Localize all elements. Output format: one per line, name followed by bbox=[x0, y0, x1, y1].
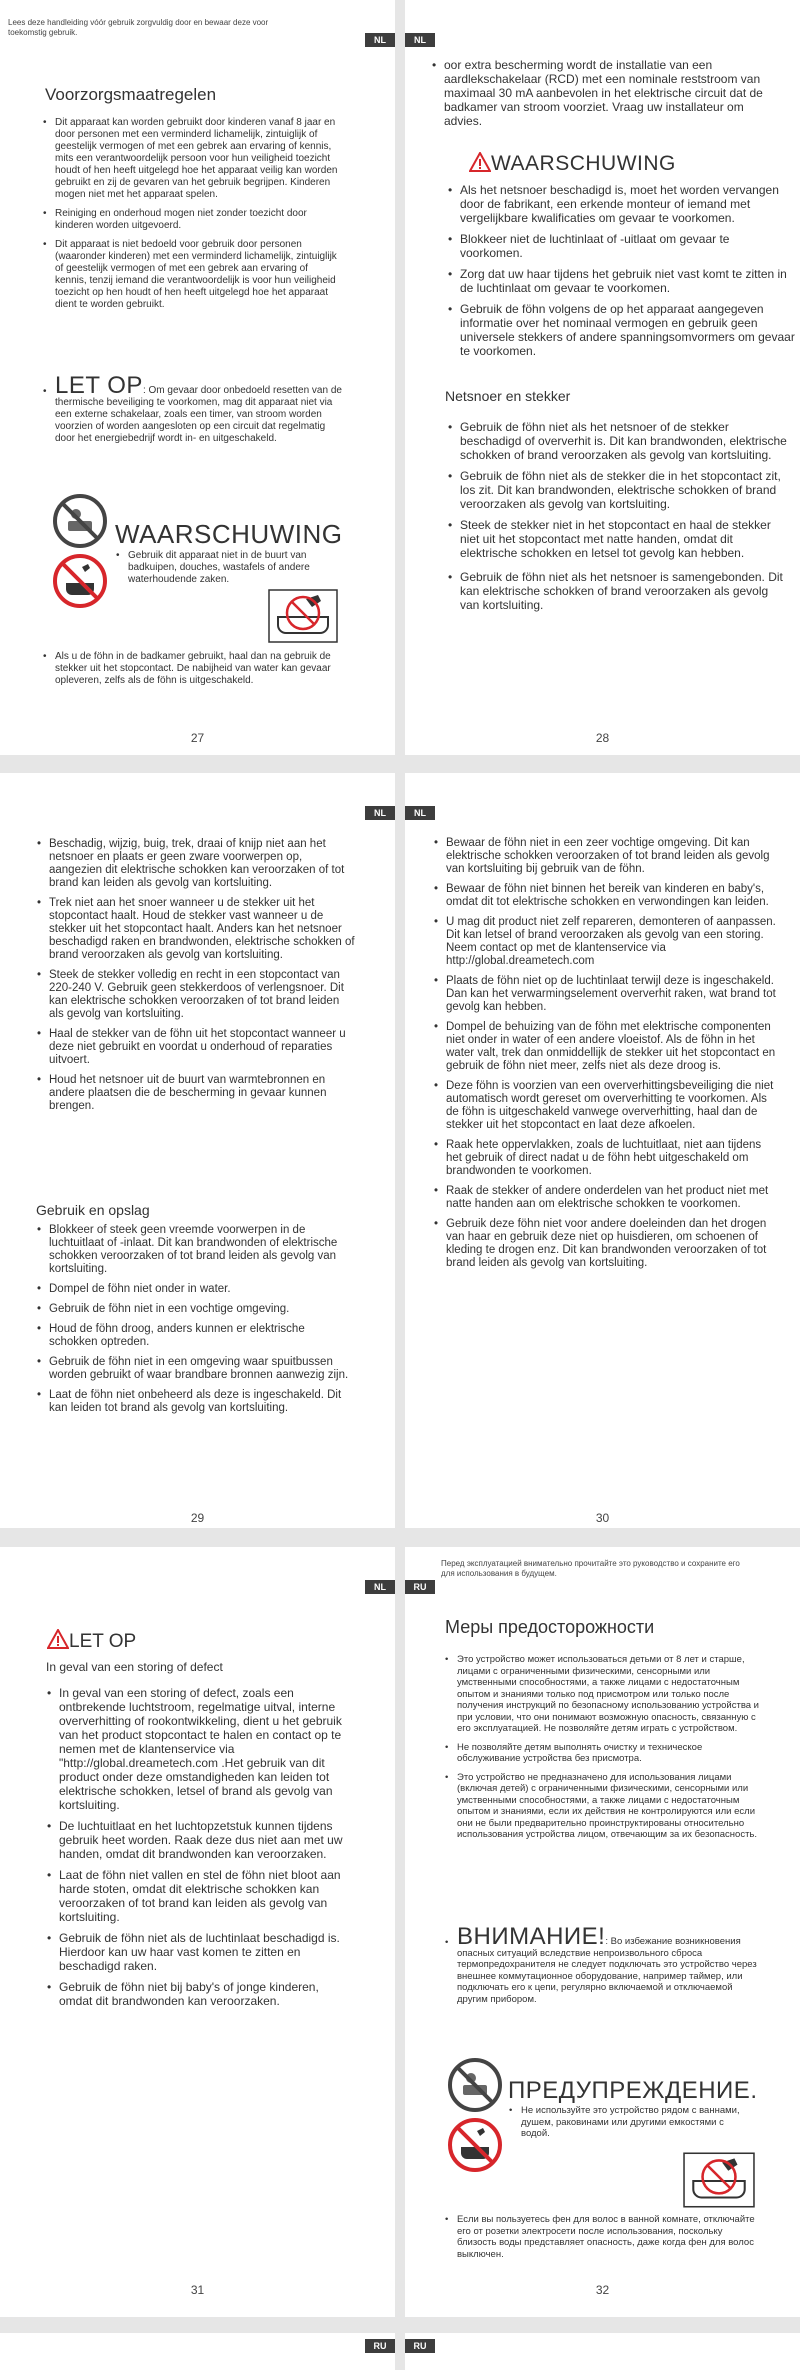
bathroom-list bbox=[42, 651, 342, 694]
list-item: • In geval van een storing of defect, zoals een ontbrekende luchtstroom, regelmatige uitval, interne oververhitting of rookontwikkeling, dient u het gebruik van het product stopcontact te halen en contact op te nemen met de klantenservice via "http://global.dreametech.com .Het gebruik van dit product onder deze omstandigheden kan leiden tot elektrische schokken, letsel of brand als gevolg van kortsluiting. bbox=[46, 1686, 351, 1812]
list-item: • Houd de föhn droog, anders kunnen er elektrische schokken optreden. bbox=[36, 1323, 356, 1349]
cord-list bbox=[447, 420, 787, 619]
list-item: • U mag dit product niet zelf repareren, demonteren of aanpassen. Dit kan letsel of brand veroorzaken als gevolg van een storing. Neem contact op met de klantenservice via http://global.dreametech.com bbox=[433, 916, 778, 968]
list-item: • Plaats de föhn niet op de luchtinlaat terwijl deze is ingeschakeld. Dan kan het verwarmingselement oververhit raken, wat brand tot gevolg kan hebben. bbox=[433, 975, 778, 1014]
list-item: • Gebruik dit apparaat niet in de buurt van badkuipen, douches, wastafels of andere waterhoudende zaken. bbox=[115, 550, 330, 586]
page-number: 28 bbox=[595, 731, 610, 745]
language-tag: RU bbox=[365, 2339, 395, 2353]
warning-block bbox=[508, 2077, 788, 2147]
intro-note: Lees deze handleiding vóór gebruik zorgvuldig door en bewaar deze voor toekomstig gebruik. bbox=[8, 18, 269, 37]
page-number: 29 bbox=[190, 1511, 205, 1525]
list-item: • Gebruik de föhn niet als de stekker die in het stopcontact zit, los zit. Dit kan brandwonden, elektrische schokken of brand veroorzaken als gevolg van kortsluiting. bbox=[447, 469, 787, 511]
no-bath-icon bbox=[268, 589, 338, 643]
list-item: • Zorg dat uw haar tijdens het gebruik niet vast komt te zitten in de luchtinlaat om gevaar te voorkomen. bbox=[447, 267, 795, 295]
list-item: • Laat de föhn niet onbeheerd als deze is ingeschakeld. Dit kan leiden tot brand als gevolg van kortsluiting. bbox=[36, 1389, 356, 1415]
page-34-partial bbox=[405, 2333, 800, 2370]
list-item: • Dompel de behuizing van de föhn met elektrische componenten niet onder in water of een andere vloeistof. Als de föhn in het water valt, trek dan onmiddellijk de stekker uit het stopcontact en gebruik de föhn niet meer, zelfs niet als deze droog is. bbox=[433, 1021, 778, 1073]
list-item: • Не используйте это устройство рядом с ваннами, душем, раковинами или другими емкостями с водой. bbox=[508, 2105, 753, 2140]
list-item: • Als u de föhn in de badkamer gebruikt, haal dan na gebruik de stekker uit het stopcontact. De nabijheid van water kan gevaar opleveren, zelfs als de föhn is uitgeschakeld. bbox=[42, 651, 342, 687]
language-tag: NL bbox=[405, 33, 435, 47]
page-29 bbox=[0, 773, 395, 1528]
subheading: In geval van een storing of defect bbox=[46, 1660, 223, 1674]
precautions-list bbox=[42, 117, 342, 318]
section-heading: Gebruik en opslag bbox=[36, 1202, 150, 1218]
page-number: 32 bbox=[595, 2283, 610, 2297]
malfunction-list bbox=[46, 1686, 351, 2015]
no-bath-icon bbox=[683, 2152, 755, 2208]
page-number: 30 bbox=[595, 1511, 610, 1525]
list-item: • Raak hete oppervlakken, zoals de luchtuitlaat, niet aan tijdens het gebruik of direct nadat u de föhn hebt uitgeschakeld om brandwonden te voorkomen. bbox=[433, 1139, 778, 1178]
list-item: • Houd het netsnoer uit de buurt van warmtebronnen en andere plaatsen die de bescherming in gevaar kunnen brengen. bbox=[36, 1074, 356, 1113]
language-tag: RU bbox=[405, 1580, 435, 1594]
list-item: • Haal de stekker van de föhn uit het stopcontact wanneer u deze niet gebruikt en voordat u onderhoud of reparaties uitvoert. bbox=[36, 1028, 356, 1067]
list-item: • Laat de föhn niet vallen en stel de föhn niet bloot aan harde stoten, omdat dit elektrische schokken kan veroorzaken of tot brand kan leiden als gevolg van kortsluiting. bbox=[46, 1868, 351, 1924]
no-child-icon bbox=[447, 2057, 503, 2113]
list-item: • Bewaar de föhn niet binnen het bereik van kinderen en baby's, omdat dit tot elektrische schokken en verwondingen kan leiden. bbox=[433, 883, 778, 909]
caution-heading: LET OP bbox=[55, 372, 143, 399]
list-item: • Steek de stekker niet in het stopcontact en haal de stekker niet uit het stopcontact met natte handen, omdat dit elektrische schokken en letsel tot gevolg kan hebben. bbox=[447, 518, 787, 560]
page-31 bbox=[0, 1547, 395, 2317]
caution-heading: LET OP bbox=[69, 1631, 137, 1652]
list-item: • Beschadig, wijzig, buig, trek, draai of knijp niet aan het netsnoer en plaats er geen zware voorwerpen op, aangezien dit elektrische schokken kan veroorzaken of tot brand kan leiden als gevolg van kortsluiting. bbox=[36, 838, 356, 890]
list-item: • Gebruik deze föhn niet voor andere doeleinden dan het drogen van haar en gebruik deze niet op huisdieren, om schoenen of kleding te drogen enz. Dit kan brandwonden veroorzaken of tot brand leiden als gevolg van kortsluiting. bbox=[433, 1218, 778, 1270]
rcd-list bbox=[431, 58, 781, 135]
list-item: • Steek de stekker volledig en recht in een stopcontact van 220-240 V. Gebruik geen stekkerdoos of verlengsnoer. Dit kan elektrische schokken veroorzaken of tot brand leiden als gevolg van kortsluiting. bbox=[36, 969, 356, 1021]
no-child-icon bbox=[52, 493, 108, 549]
caution-heading: ВНИМАНИЕ! bbox=[457, 1923, 606, 1950]
caution-text: : Во избежание возникновения опасных ситуаций вследствие непроизвольного сброса термопредохранителя не следует подключать это устройство через внешнее коммутационное оборудование, например таймер, или подключать его к цепи, регулярно включаемой и отключаемой другим прибором. bbox=[457, 1936, 757, 2005]
bathroom-list bbox=[444, 2214, 762, 2267]
list-item: • Gebruik de föhn niet in een vochtige omgeving. bbox=[36, 1303, 356, 1316]
list-item: • Trek niet aan het snoer wanneer u de stekker uit het stopcontact haalt. Houd de stekker vast wanneer u de stekker uit het stopcontact haalt. Anders kan het netsnoer beschadigd raken en brandwonden, elektrische schokken of brand veroorzaken als gevolg van kortsluiting. bbox=[36, 897, 356, 962]
warning-triangle-icon bbox=[469, 152, 491, 172]
list-item: • Als het netsnoer beschadigd is, moet het worden vervangen door de fabrikant, een erkende monteur of iemand met vergelijkbare kwalificaties om gevaar te voorkomen. bbox=[447, 183, 795, 225]
page-title: Меры предосторожности bbox=[445, 1617, 655, 1637]
list-item: • Это устройство не предназначено для использования лицами (включая детей) с ограниченными физическими, сенсорными или умственными способностями, а также лицами с недостаточным опытом и знаниями, если их действия не контролируются или если они не были предварительно проинструктированы относительно использования устройства лицом, отвечающим за их безопасность. bbox=[444, 1772, 762, 1841]
section-heading: Netsnoer en stekker bbox=[445, 388, 571, 404]
usage-list bbox=[36, 1224, 356, 1422]
list-item: • Gebruik de föhn niet als het netsnoer is samengebonden. Dit kan elektrische schokken of brand veroorzaken als gevolg van kortsluiting. bbox=[447, 570, 787, 612]
caution-text: : Om gevaar door onbedoeld resetten van de thermische beveiliging te voorkomen, mag dit apparaat niet via een externe schakelaar, zoals een timer, van stroom worden voorzien of worden aangesloten op een circuit dat regelmatig door het energiebedrijf wordt in- en uitgeschakeld. bbox=[55, 385, 342, 444]
no-water-icon bbox=[52, 553, 108, 609]
page-number: 27 bbox=[190, 731, 205, 745]
page-32 bbox=[405, 1547, 800, 2317]
caution-block: • ВНИМАНИЕ!: Во избежание возникновения опасных ситуаций вследствие непроизвольного сброса термопредохранителя не следует подключать это устройство через внешнее коммутационное оборудование, например таймер, или подключать его к цепи, регулярно включаемой и отключаемой другим прибором. bbox=[445, 1923, 757, 2005]
page-number: 31 bbox=[190, 2283, 205, 2297]
storage-list bbox=[433, 837, 778, 1277]
list-item: • Dompel de föhn niet onder in water. bbox=[36, 1283, 356, 1296]
no-water-icon bbox=[447, 2117, 503, 2173]
list-item: • Dit apparaat is niet bedoeld voor gebruik door personen (waaronder kinderen) met een verminderd lichamelijk, zintuiglijk of geestelijk vermogen of met een gebrek aan ervaring of kennis, tenzij iemand die verantwoordelijk is voor hun veiligheid toezicht op hen houdt of hen heeft uitgelegd hoe het apparaat dient te worden gebruikt. bbox=[42, 239, 342, 311]
list-item: • Gebruik de föhn niet als het netsnoer of de stekker beschadigd of oververhit is. Dit kan brandwonden, elektrische schokken of brand veroorzaken als gevolg van kortsluiting. bbox=[447, 420, 787, 462]
list-item: • Deze föhn is voorzien van een oververhittingsbeveiliging die niet automatisch wordt gereset om oververhitting te voorkomen. Als de föhn is uitgeschakeld vanwege oververhitting, haal dan de stekker uit het stopcontact en laat deze afkoelen. bbox=[433, 1080, 778, 1132]
warning-block bbox=[115, 519, 365, 593]
warning-heading: ПРЕДУПРЕЖДЕНИЕ. bbox=[508, 2077, 758, 2104]
list-item: • Это устройство может использоваться детьми от 8 лет и старше, лицами с ограниченными физическими, сенсорными или умственными способностями, а также лицами с недостаточным опытом и знаниями только под присмотром или только после получения инструкций по безопасному использованию устройства и при условии, что они понимают возможную опасность, связанную с его эксплуатацией. Не позволяйте детям играть с устройством. bbox=[444, 1654, 762, 1735]
page-28 bbox=[405, 0, 800, 755]
caution-heading-row bbox=[47, 1629, 136, 1653]
language-tag: NL bbox=[365, 1580, 395, 1594]
list-item: • Если вы пользуетесь фен для волос в ванной комнате, отключайте его от розетки электросети после использования, поскольку близость воды представляет опасность, даже когда фен для волос выключен. bbox=[444, 2214, 762, 2260]
list-item: • Reiniging en onderhoud mogen niet zonder toezicht door kinderen worden uitgevoerd. bbox=[42, 208, 342, 232]
list-item: • Dit apparaat kan worden gebruikt door kinderen vanaf 8 jaar en door personen met een verminderd lichamelijk, zintuiglijk of geestelijk vermogen of met een gebrek aan ervaring of kennis, mits een verantwoordelijk persoon voor hun veiligheid toezicht houdt of hen heeft uitgelegd hoe het apparaat veilig kan worden gebruikt en zij de gevaren van het gebruik begrijpen. Kinderen mogen niet met het apparaat spelen. bbox=[42, 117, 342, 201]
list-item: • Не позволяйте детям выполнять очистку и техническое обслуживание устройства без присмотра. bbox=[444, 1742, 762, 1765]
language-tag: NL bbox=[405, 806, 435, 820]
cord-handling-list bbox=[36, 838, 356, 1120]
warning-heading: WAARSCHUWING bbox=[491, 152, 676, 175]
list-item: • Bewaar de föhn niet in een zeer vochtige omgeving. Dit kan elektrische schokken veroorzaken of tot brand leiden als gevolg van kortsluiting bij gebruik van de föhn. bbox=[433, 837, 778, 876]
list-item: • Gebruik de föhn niet in een omgeving waar spuitbussen worden gebruikt of waar brandbare bronnen aanwezig zijn. bbox=[36, 1356, 356, 1382]
page-30 bbox=[405, 773, 800, 1528]
list-item: • Blokkeer of steek geen vreemde voorwerpen in de luchtuitlaat of -inlaat. Dit kan brandwonden of elektrische schokken veroorzaken of tot brand leiden als gevolg van kortsluiting. bbox=[36, 1224, 356, 1276]
language-tag: NL bbox=[365, 806, 395, 820]
list-item: • Gebruik de föhn niet bij baby's of jonge kinderen, omdat dit brandwonden kan veroorzaken. bbox=[46, 1980, 351, 2008]
list-item: • Gebruik de föhn volgens de op het apparaat aangegeven informatie over het nominaal vermogen en gebruik geen universele stekkers of andere spanningsomvormers om gevaar te voorkomen. bbox=[447, 302, 795, 358]
language-tag: RU bbox=[405, 2339, 435, 2353]
list-item: • Raak de stekker of andere onderdelen van het product niet met natte handen aan om elektrische schokken te voorkomen. bbox=[433, 1185, 778, 1211]
intro-note: Перед эксплуатацией внимательно прочитайте это руководство и сохраните его для использования в будущем. bbox=[441, 1559, 740, 1578]
list-item: • De luchtuitlaat en het luchtopzetstuk kunnen tijdens gebruik heet worden. Raak deze dus niet aan met uw handen, omdat dit brandwonden kan veroorzaken. bbox=[46, 1819, 351, 1861]
list-item: • Blokkeer niet de luchtinlaat of -uitlaat om gevaar te voorkomen. bbox=[447, 232, 795, 260]
list-item: • oor extra bescherming wordt de installatie van een aardlekschakelaar (RCD) met een nominale reststroom van maximaal 30 mA aanbevolen in het elektrische circuit dat de badkamer van stroom voorziet. Vraag uw installateur om advies. bbox=[431, 58, 781, 128]
warning-heading-row bbox=[469, 152, 676, 176]
language-tag: NL bbox=[365, 33, 395, 47]
warning-list bbox=[447, 183, 795, 365]
caution-block: • LET OP: Om gevaar door onbedoeld resetten van de thermische beveiliging te voorkomen, mag dit apparaat niet via een externe schakelaar, zoals een timer, van stroom worden voorzien of worden aangesloten op een circuit dat regelmatig door het energiebedrijf wordt in- en uitgeschakeld. bbox=[43, 372, 342, 444]
page-27 bbox=[0, 0, 395, 755]
warning-triangle-icon bbox=[47, 1629, 69, 1649]
warning-heading: WAARSCHUWING bbox=[115, 519, 343, 549]
precautions-list bbox=[444, 1654, 762, 1848]
page-33-partial bbox=[0, 2333, 395, 2370]
list-item: • Gebruik de föhn niet als de luchtinlaat beschadigd is. Hierdoor kan uw haar vast komen te zitten en beschadigd raken. bbox=[46, 1931, 351, 1973]
page-title: Voorzorgsmaatregelen bbox=[45, 85, 217, 104]
